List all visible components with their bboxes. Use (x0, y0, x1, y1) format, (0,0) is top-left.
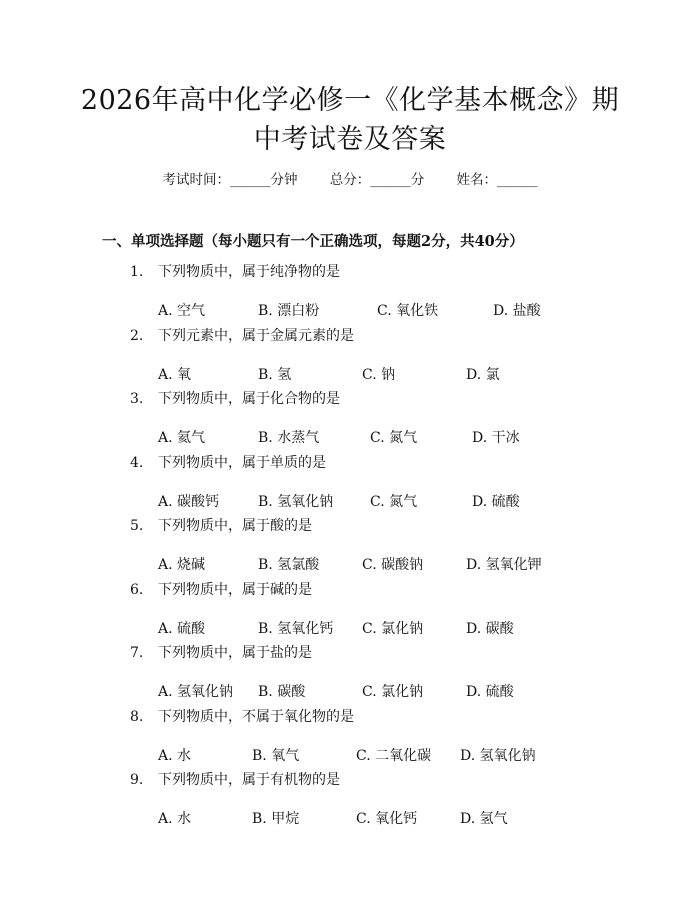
question-5 (130, 515, 312, 535)
question-text: 下列物质中，属于单质的是 (158, 454, 326, 471)
question-number: 2. (130, 327, 144, 344)
question-2-option-B: B. 氢 (258, 366, 292, 383)
question-7-option-B: B. 碳酸 (258, 684, 306, 700)
question-3-option-A: A. 氦气 (158, 430, 206, 446)
question-text: 下列物质中，属于碱的是 (158, 581, 312, 598)
question-7-option-C: C. 氯化钠 (362, 684, 424, 700)
question-text: 下列物质中，不属于氧化物的是 (158, 708, 354, 725)
question-4-option-C: C. 氮气 (370, 493, 418, 510)
question-text: 下列物质中，属于酸的是 (158, 518, 312, 534)
question-2-option-C: C. 钠 (362, 366, 396, 383)
question-number: 1. (130, 264, 144, 280)
title-line-2: 中考试卷及答案 (253, 124, 447, 155)
question-text: 下列物质中，属于化合物的是 (158, 391, 340, 407)
question-6-option-C: C. 氯化钠 (362, 620, 424, 637)
question-4-option-D: D. 硫酸 (472, 493, 520, 510)
question-number: 6. (130, 581, 144, 598)
question-6-option-A: A. 硫酸 (158, 620, 206, 637)
question-9-option-B: B. 甲烷 (252, 811, 300, 827)
question-2-option-A: A. 氧 (158, 366, 192, 383)
question-8 (130, 706, 354, 726)
question-9-option-D: D. 氢气 (460, 811, 508, 827)
question-9 (130, 769, 340, 789)
question-text: 下列物质中，属于有机物的是 (158, 772, 340, 788)
question-7 (130, 642, 312, 662)
question-8-option-B: B. 氧气 (252, 747, 300, 764)
section-heading: 一、单项选择题（每小题只有一个正确选项，每题2分，共40分） (102, 233, 524, 250)
question-text: 下列物质中，属于盐的是 (158, 645, 312, 661)
question-6-option-D: D. 碳酸 (466, 620, 514, 637)
question-2 (130, 325, 354, 345)
question-5-option-B: B. 氢氯酸 (258, 557, 320, 573)
question-5-option-C: C. 碳酸钠 (362, 557, 424, 573)
question-1-option-D: D. 盐酸 (493, 303, 541, 319)
question-3-option-B: B. 水蒸气 (258, 430, 320, 446)
question-1-option-B: B. 漂白粉 (258, 303, 320, 319)
question-number: 4. (130, 454, 144, 471)
question-2-option-D: D. 氯 (466, 366, 500, 383)
question-text: 下列元素中，属于金属元素的是 (158, 327, 354, 344)
exam-time: 考试时间：______分钟 (162, 172, 298, 188)
question-3 (130, 388, 340, 408)
question-8-option-C: C. 二氧化碳 (356, 747, 432, 764)
question-9-option-A: A. 水 (158, 811, 192, 827)
question-1-option-A: A. 空气 (158, 303, 206, 319)
question-8-option-A: A. 水 (158, 747, 192, 764)
question-number: 7. (130, 645, 144, 661)
question-7-option-D: D. 硫酸 (466, 684, 514, 700)
question-4-option-A: A. 碳酸钙 (158, 493, 220, 510)
question-number: 3. (130, 391, 144, 407)
question-5-option-D: D. 氢氧化钾 (466, 557, 542, 573)
question-text: 下列物质中，属于纯净物的是 (158, 264, 340, 280)
question-3-option-D: D. 干冰 (472, 430, 520, 446)
question-number: 8. (130, 708, 144, 725)
exam-meta (0, 168, 700, 188)
question-1-option-C: C. 氧化铁 (377, 303, 439, 319)
question-6 (130, 579, 312, 599)
question-4 (130, 452, 326, 472)
total-score: 总分：______分 (329, 172, 425, 188)
title-line-1: 2026年高中化学必修一《化学基本概念》期 (80, 85, 620, 116)
question-4-option-B: B. 氢氧化钠 (258, 493, 334, 510)
question-7-option-A: A. 氢氧化钠 (158, 684, 234, 700)
question-number: 5. (130, 518, 144, 534)
question-number: 9. (130, 772, 144, 788)
question-3-option-C: C. 氮气 (370, 430, 418, 446)
question-6-option-B: B. 氢氧化钙 (258, 620, 334, 637)
student-name: 姓名：______ (456, 172, 538, 188)
question-9-option-C: C. 氧化钙 (356, 811, 418, 827)
question-8-option-D: D. 氢氧化钠 (460, 747, 536, 764)
question-1 (130, 261, 340, 281)
question-5-option-A: A. 烧碱 (158, 557, 206, 573)
